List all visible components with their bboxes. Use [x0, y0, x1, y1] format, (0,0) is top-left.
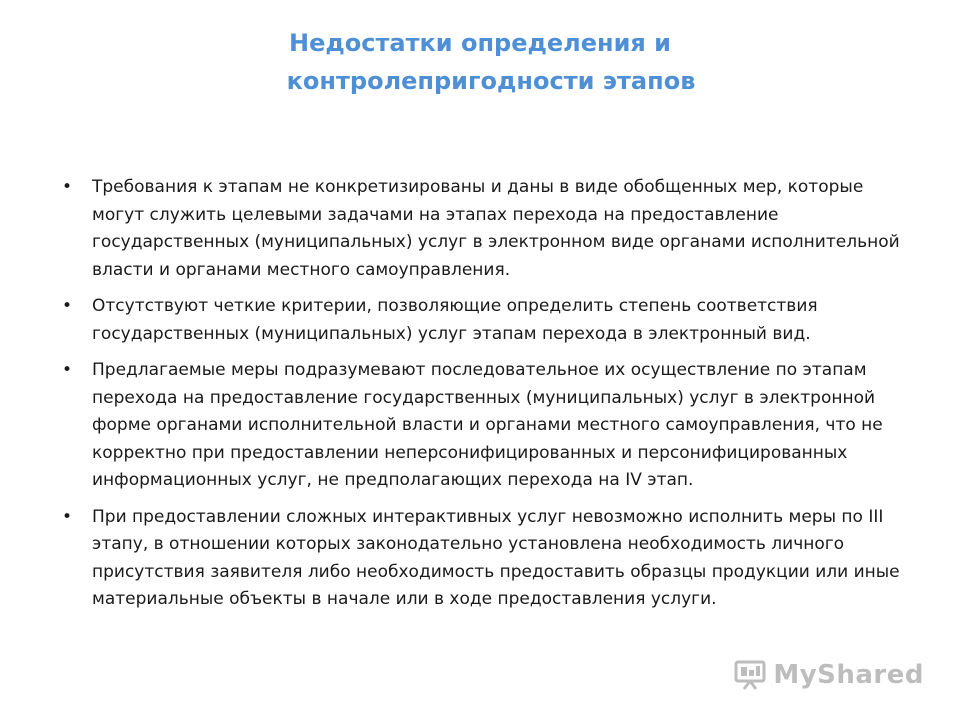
bullet-item — [58, 357, 908, 495]
bullet-list — [58, 174, 908, 623]
bullet-marker: • — [62, 506, 73, 527]
bullet-marker: • — [62, 177, 73, 197]
watermark-text: MyShared — [773, 660, 924, 690]
bullet-text: Предлагаемые меры подразумевают последовательное их осуществление по этапам перехода на предоставление государственных (муниципальных) услуг в электронной форме органами исполнительной власти и органами местного самоуправления, что не корректно при предоставлении неперсонифицированных и персонифицированных информационных услуг, не предполагающих перехода на IV этап. — [92, 360, 883, 490]
bullet-marker: • — [62, 296, 73, 316]
bullet-text: Отсутствуют четкие критерии, позволяющие определить степень соответствия государственных (муниципальных) услуг этапам перехода в электронный вид. — [92, 296, 818, 344]
bullet-item — [58, 293, 908, 348]
bullet-text: Требования к этапам не конкретизированы и даны в виде обобщенных мер, которые могут служить целевыми задачами на этапах перехода на предоставление государственных (муниципальных) услуг в электронном виде органами исполнительной власти и органами местного самоуправления. — [92, 177, 900, 280]
slide-title — [150, 24, 810, 100]
slide-title-line-2: контролепригодности этапов — [286, 67, 696, 95]
myshared-watermark — [733, 658, 924, 692]
slide-title-line-1: Недостатки определения и — [289, 29, 671, 57]
bullet-item — [58, 174, 908, 284]
presentation-board-icon — [733, 658, 767, 692]
bullet-marker: • — [62, 360, 73, 380]
bullet-text: При предоставлении сложных интерактивных услуг невозможно исполнить меры по III этапу, в отношении которых законодательно установлена необходимость личного присутствия заявителя либо необходимость предоставить образцы продукции или иные материальные объекты в начале или в ходе предоставления услуги. — [92, 506, 900, 609]
bullet-item — [58, 504, 908, 614]
